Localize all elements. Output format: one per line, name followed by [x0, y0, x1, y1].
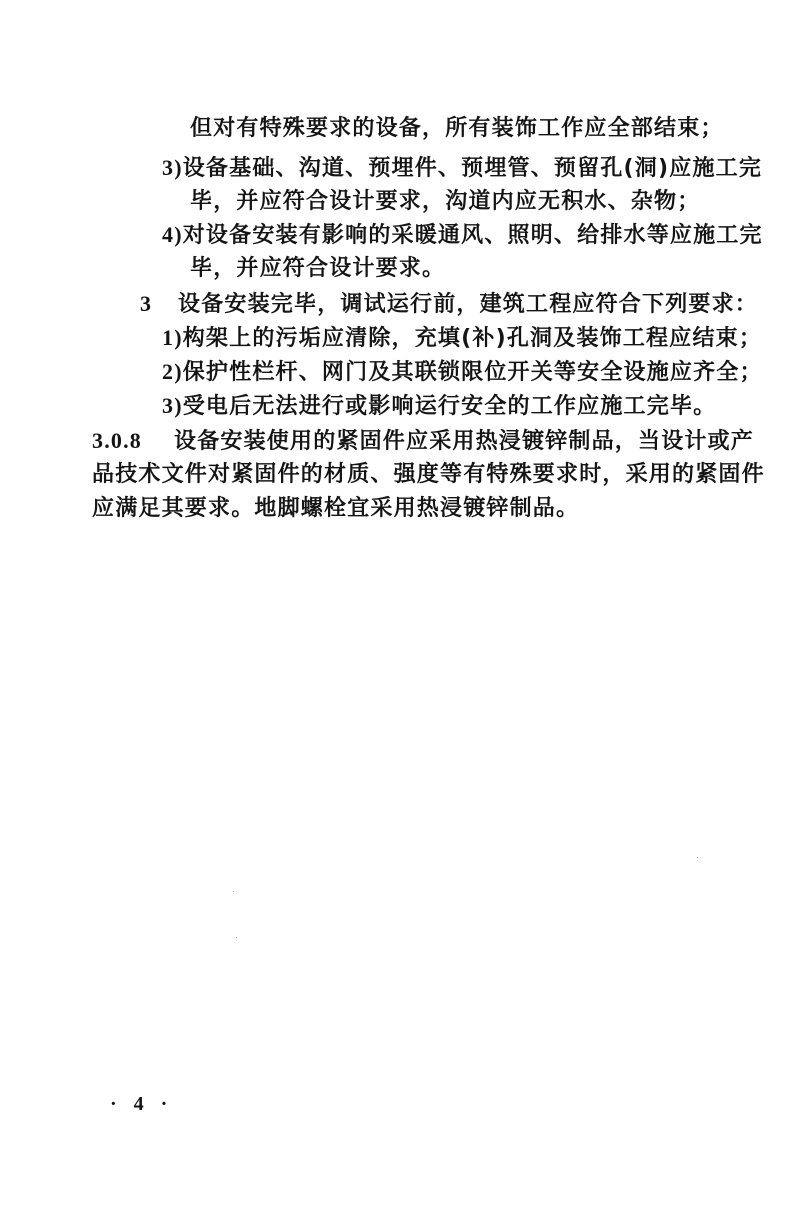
item-number: 2): [162, 359, 183, 384]
line-text: 但对有特殊要求的设备，所有装饰工作应全部结束；: [190, 116, 724, 141]
line-text: 保护性栏杆、网门及其联锁限位开关等安全设施应齐全；: [182, 360, 763, 385]
list-item: [162, 153, 762, 184]
clause-number: 3.0.8: [92, 428, 142, 453]
list-item: [162, 220, 763, 251]
line-text: 构架上的污垢应清除，充填(补)孔洞及装饰工程应结束；: [182, 326, 763, 351]
line-text: 毕，并应符合设计要求。: [190, 256, 446, 281]
line-text: 受电后无法进行或影响运行安全的工作应施工完毕。: [182, 394, 717, 419]
line-text: 对设备安装有影响的采暖通风、照明、给排水等应施工完: [182, 223, 763, 248]
line-text: 设备基础、沟道、预埋件、预埋管、预留孔(洞)应施工完: [182, 156, 763, 181]
line-text: 设备安装完毕，调试运行前，建筑工程应符合下列要求：: [178, 292, 759, 317]
list-item: [162, 391, 716, 422]
text-line: [190, 254, 445, 284]
text-line: [92, 494, 579, 524]
list-item: [162, 323, 762, 354]
item-number: 3): [162, 155, 183, 180]
line-text: 毕，并应符合设计要求，沟道内应无积水、杂物；: [190, 189, 701, 214]
page-number: · 4 ·: [110, 1093, 174, 1115]
line-text: 品技术文件对紧固件的材质、强度等有特殊要求时，采用的紧固件: [92, 462, 765, 487]
line-text: 设备安装使用的紧固件应采用热浸镀锌制品，当设计或产: [174, 429, 755, 454]
text-line: [190, 114, 724, 144]
scan-speck: [697, 857, 698, 858]
sub-clause: [140, 289, 758, 320]
sub-clause-number: 3: [140, 291, 153, 316]
list-item: [162, 357, 763, 388]
scan-speck: [233, 891, 234, 892]
text-line: [190, 187, 700, 217]
item-number: 3): [162, 393, 183, 418]
item-number: 1): [162, 325, 183, 350]
text-line: [92, 460, 765, 490]
scan-speck: [236, 937, 237, 938]
clause: [92, 426, 754, 457]
line-text: 应满足其要求。地脚螺栓宜采用热浸镀锌制品。: [92, 496, 580, 521]
item-number: 4): [162, 222, 183, 247]
